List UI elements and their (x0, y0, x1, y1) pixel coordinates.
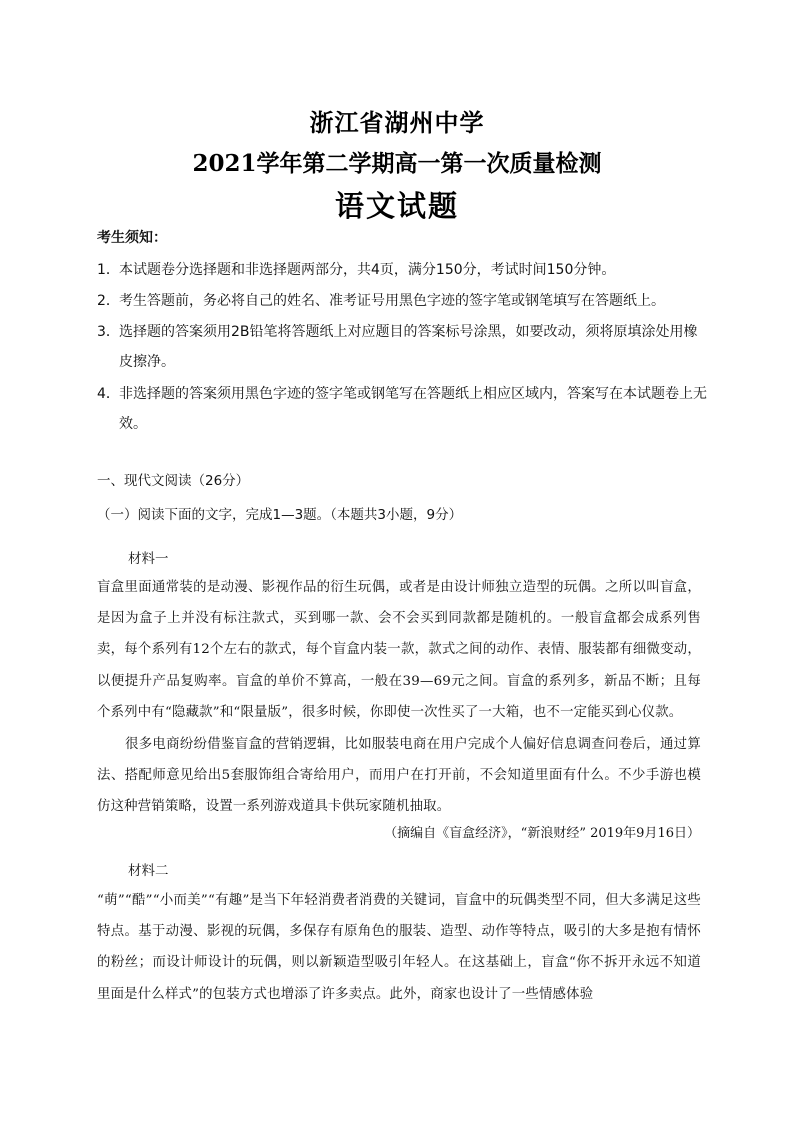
notice-item (97, 317, 707, 377)
school-name: 浙江省湖州中学 (309, 108, 485, 137)
subject-title: 语文试题 (334, 189, 459, 223)
material-two-label: 材料二 (128, 863, 169, 879)
notice-item (97, 379, 707, 439)
notice-heading: 考生须知： (97, 230, 167, 246)
notice-item (97, 255, 707, 285)
notice-item-number: 2． (97, 293, 120, 309)
notice-item-number: 1． (97, 262, 120, 278)
section-instruction: （一）阅读下面的文字，完成1—3题。（本题共3小题，9分） (97, 507, 463, 523)
notice-item-text: 本试题卷分选择题和非选择题两部分，共4页，满分150分，考试时间150分钟。 (119, 262, 616, 278)
material-two-paragraph: “萌”“酷”“小而美”“有趣”是当下年轻消费者消费的关键词，盲盒中的玩偶类型不同，但大多满足这些特点。基于动漫、影视的玩偶，多保存有原角色的服装、造型、动作等特点，吸引的大多是抱有情怀的粉丝；而设计师设计的玩偶，则以新颖造型吸引年轻人。在这基础上，盲盒“你不拆开永远不知道里面是什么样式”的包装方式也增添了许多卖点。此外，商家也设计了一些情感体验 (97, 893, 701, 1002)
material-one-source: （摘编自《盲盒经济》，“新浪财经” 2019年9月16日） (384, 826, 700, 841)
material-one-paragraph: 盲盒里面通常装的是动漫、影视作品的衍生玩偶，或者是由设计师独立造型的玩偶。之所以叫盲盒，是因为盒子上并没有标注款式，买到哪一款、会不会买到同款都是随机的。一般盲盒都会成系列售卖，每个系列有12个左右的款式，每个盲盒内装一款，款式之间的动作、表情、服装都有细微变动，以便提升产品复购率。盲盒的单价不算高，一般在39—69元之间。盲盒的系列多，新品不断；且每个系列中有“隐藏款”和“限量版”，很多时候，你即使一次性买了一大箱，也不一定能买到心仪款。 (97, 580, 701, 720)
notice-item-number: 3． (97, 324, 120, 340)
material-one-paragraph: 很多电商纷纷借鉴盲盒的营销逻辑，比如服装电商在用户完成个人偏好信息调查问卷后，通过算法、搭配师意见给出5套服饰组合寄给用户，而用户在打开前，不会知道里面有什么。不少手游也模仿这种营销策略，设置一系列游戏道具卡供玩家随机抽取。 (97, 737, 701, 815)
notice-item-text: 选择题的答案须用2B铅笔将答题纸上对应题目的答案标号涂黑，如要改动，须将原填涂处用橡皮擦净。 (119, 324, 698, 370)
material-one-label: 材料一 (128, 551, 169, 567)
exam-title: 2021学年第二学期高一第一次质量检测 (192, 150, 602, 177)
section-heading: 一、现代文阅读（26分） (97, 473, 250, 489)
notice-item-number: 4． (97, 386, 120, 402)
notice-item (97, 286, 707, 316)
notice-item-text: 考生答题前，务必将自己的姓名、准考证号用黑色字迹的签字笔或钢笔填写在答题纸上。 (119, 293, 665, 309)
notice-item-text: 非选择题的答案须用黑色字迹的签字笔或钢笔写在答题纸上相应区域内，答案写在本试题卷上无效。 (119, 386, 707, 432)
